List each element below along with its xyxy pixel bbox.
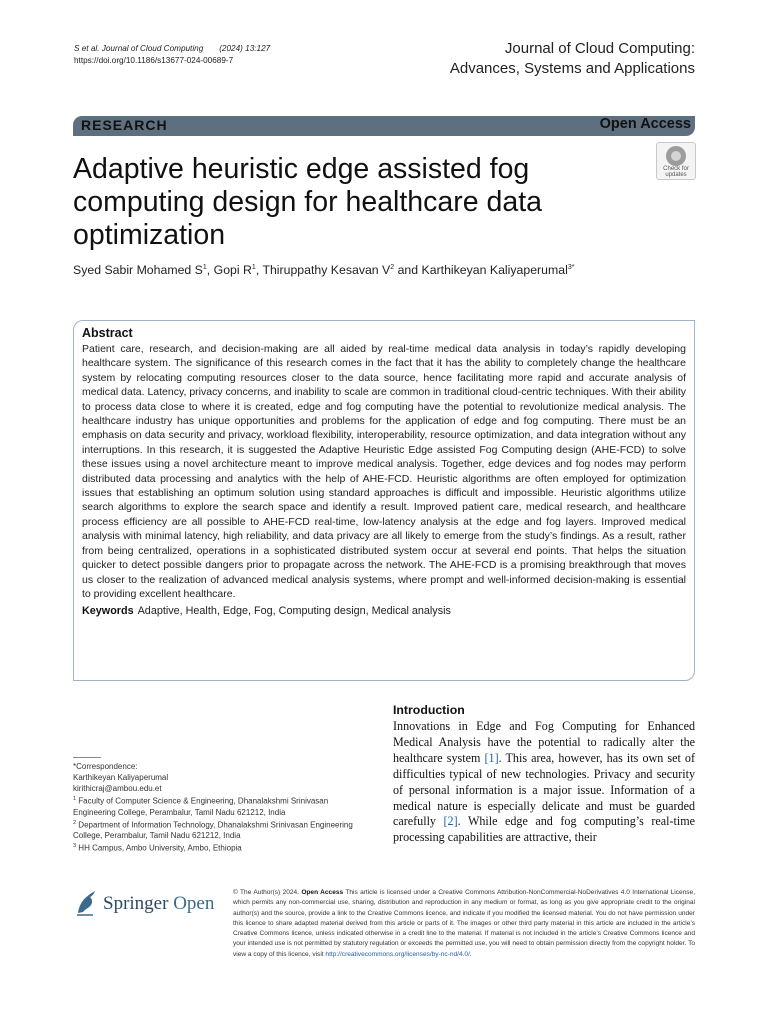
- check-for-updates-badge[interactable]: [656, 142, 696, 180]
- license-link[interactable]: http://creativecommons.org/licenses/by-nc-nd/4.0/: [325, 950, 470, 958]
- reference-link-2[interactable]: [2]: [443, 814, 458, 829]
- keywords: [82, 604, 686, 618]
- correspondence-name: Karthikeyan Kaliyaperumal: [73, 773, 169, 782]
- correspondence-label: *Correspondence:: [73, 762, 138, 771]
- publisher-name: Springer Open: [103, 893, 215, 914]
- affiliation: $^1$ Faculty of Computer Science & Engineering, Dhanalakshmi Srinivasan Engineering College, Perambalur, Tamil Nadu 621212, India: [73, 796, 329, 817]
- author[interactable]: Syed Sabir Mohamed $S^1$: [73, 263, 207, 277]
- introduction-heading: Introduction: [393, 703, 465, 717]
- abstract-heading: Abstract: [82, 326, 133, 340]
- doi-link[interactable]: https://doi.org/10.1186/s13677-024-00689-7: [74, 56, 234, 65]
- affiliation: $^2$ Department of Information Technology, Dhanalakshmi Srinivasan Engineering College, Perambalur, Tamil Nadu 621212, India: [73, 819, 353, 841]
- keywords-label: Keywords: [82, 605, 134, 618]
- author[interactable]: Gopi $R^1$: [213, 263, 256, 277]
- abstract-text: Patient care, research, and decision-making are all aided by real-time medical data analysis in today’s rapidly developing healthcare system. The significance of this research comes in the fact that it has the ability to completely change the healthcare system by relocating computing resources closer to the data source, hence facilitating more rapid and accurate analysis of medical data. Latency, privacy concerns, and inability to scale are common in traditional cloud-centric techniques. With their ability to process data close to where it is created, edge and fog computing have the potential to revolutionize medical analysis. The healthcare industry has unique opportunities and problems for the application of edge and fog computing. There must be an emphasis on data security and privacy, workload flexibility, interoperability, resource optimization, and data integration without any interruptions. In this research, it is suggested the Adaptive Heuristic Edge assisted Fog Computing design (AHE-FCD) to solve these issues using a novel architecture meant to improve medical analysis. Together, edge devices and fog nodes may perform distributed data processing and analytics with the help of AHE-FCD. Heuristic algorithms are often employed for optimization issues that establishing an optimum solution using standard approaches is difficult and impossible. Heuristic algorithms utilize search algorithms to explore the search space and identify a result. Improved patient care, medical research, and healthcare process efficiency are all possible to AHE-FCD real-time, low-latency analysis at the edge and fog layers. Improved medical analysis with minimal latency, high reliability, and data privacy are all likely to emerge from the study’s findings. As a result, rather from being centralized, operations in a sophisticated distributed system occur at several end points. That helps the situation quicker to detect possible dangers prior to propagate across the network. The AHE-FCD is a promising breakthrough that moves us closer to the realization of advanced medical analysis systems, where prompt and well-informed decision-making is essential to providing excellent healthcare.: [82, 343, 686, 600]
- journal-name-line2: Advances, Systems and Applications: [449, 60, 695, 77]
- citation-line: [74, 43, 270, 55]
- footnote-divider: [73, 757, 101, 758]
- citation-header: [74, 43, 270, 67]
- check-for-updates-line2: updates: [665, 172, 687, 178]
- keywords-list: Adaptive, Health, Edge, Fog, Computing design, Medical analysis: [137, 605, 451, 618]
- check-for-updates-icon: [666, 146, 686, 166]
- article-category: RESEARCH: [81, 117, 168, 133]
- correspondence-block: [73, 761, 373, 854]
- journal-name-line1: Journal of Cloud Computing:: [504, 40, 695, 57]
- springer-open-logo: [75, 888, 220, 920]
- citation-journal: S et al. Journal of Cloud Computing: [74, 44, 204, 53]
- reference-link-1[interactable]: [1]: [484, 750, 499, 765]
- introduction-text: Innovations in Edge and Fog Computing for Enhanced Medical Analysis have the potential to radically alter the healthcare system [1]. This area, however, has its own set of difficulties typical of new technologies. Privacy and security of personal information is a major issue. Information of a medical nature is especially delicate and must be guarded carefully [2]. While edge and fog computing’s real-time processing capabilities are attractive, their: [393, 719, 695, 845]
- license-text: © The Author(s) 2024. Open Access This article is licensed under a Creative Commons Attribution-NonCommercial-NoDerivatives 4.0 International License, which permits any non-commercial use, sharing, distribution and reproduction in any medium or format, as long as you give appropriate credit to the original author(s) and the source, provide a link to the Creative Commons licence, and indicate if you modified the licensed material. You do not have permission under this licence to share adapted material derived from this article or parts of it. The images or other third party material in this article are included in the article’s Creative Commons licence, unless indicated otherwise in a credit line to the material. If material is not included in the article’s Creative Commons licence and your intended use is not permitted by statutory regulation or exceeds the permitted use, you will need to obtain permission directly from the copyright holder. To view a copy of this licence, visit http://creativecommons.org/licenses/by-nc-nd/4.0/.: [233, 889, 696, 958]
- check-for-updates-line1: Check for: [663, 166, 689, 172]
- open-access-label: Open Access: [599, 116, 691, 132]
- license-open-access: Open Access: [301, 889, 344, 896]
- author[interactable]: Karthikeyan Kaliyaperumal$^{3*}$: [421, 263, 575, 277]
- author-list: Syed Sabir Mohamed $S^1$, Gopi $R^1$, Thiruppathy Kesavan $V^2$ and Karthikeyan Kaliyaperumal$^{3*}$: [73, 263, 575, 277]
- abstract-box: [73, 320, 695, 681]
- article-title: Adaptive heuristic edge assisted fog computing design for healthcare data optimization: [73, 153, 542, 251]
- correspondence-email[interactable]: kirithicraj@ambou.edu.et: [73, 784, 162, 793]
- journal-name: [450, 39, 695, 79]
- citation-year: (2024) 13:127: [219, 44, 271, 53]
- springer-horse-icon: [75, 889, 97, 917]
- article-type-banner: [73, 116, 695, 136]
- affiliation: $^3$ HH Campus, Ambo University, Ambo, Ethiopia: [73, 843, 242, 853]
- author[interactable]: Thiruppathy Kesavan $V^2$: [262, 263, 395, 277]
